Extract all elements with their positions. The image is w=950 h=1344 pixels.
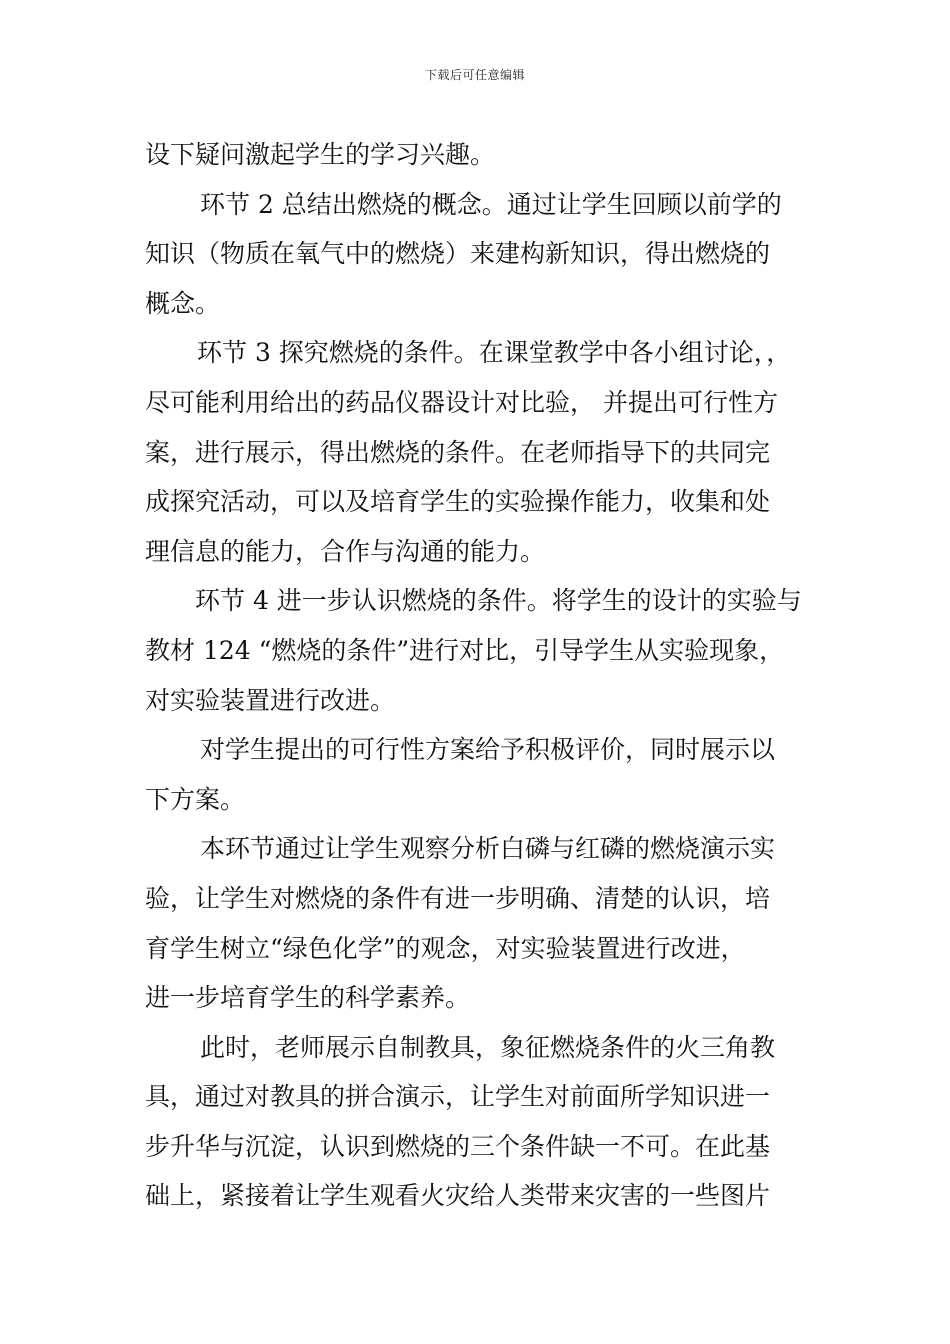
text-line: 教材 124 “燃烧的条件”进行对比，引导学生从实验现象， [145,635,785,665]
text-line: 案，进行展示，得出燃烧的条件。在老师指导下的共同完 [145,437,771,467]
text-line: 具，通过对教具的拼合演示，让学生对前面所学知识进一 [145,1082,771,1112]
text-line: 此时，老师展示自制教具，象征燃烧条件的火三角教 [200,1032,776,1062]
text-line: 设下疑问激起学生的学习兴趣。 [145,140,496,169]
text-line: 步升华与沉淀，认识到燃烧的三个条件缺一不可。在此基 [145,1131,771,1161]
text-line: 成探究活动，可以及培育学生的实验操作能力，收集和处 [145,487,771,517]
page-header-note: 下载后可任意编辑 [424,68,525,82]
text-line: 环节 4 进一步认识燃烧的条件。将学生的设计的实验与 [195,586,802,616]
text-line: 知识（物质在氧气中的燃烧）来建构新知识，得出燃烧的 [145,239,771,269]
document-body [145,130,815,1221]
text-line: 本环节通过让学生观察分析白磷与红磷的燃烧演示实 [200,834,776,864]
text-line: 础上，紧接着让学生观看火灾给人类带来灾害的一些图片 [145,1181,771,1211]
text-line: 进一步培育学生的科学素养。 [145,983,471,1013]
text-line: 环节 2 总结出燃烧的概念。通过让学生回顾以前学的 [200,189,782,219]
text-line: 育学生树立“绿色化学”的观念，对实验装置进行改进， [145,933,746,963]
text-line: 对实验装置进行改进。 [145,685,396,715]
text-line: 理信息的能力，合作与沟通的能力。 [145,536,546,566]
text-line: 对学生提出的可行性方案给予积极评价，同时展示以 [200,735,776,765]
text-line: 验，让学生对燃烧的条件有进一步明确、清楚的认识，培 [145,883,771,913]
text-line: 尽可能利用给出的药品仪器设计对比验， 并提出可行性方 [145,387,778,417]
text-line: 概念。 [145,288,221,318]
text-line: 环节 3 探究燃烧的条件。在课堂教学中各小组讨论，， [197,338,792,368]
text-line: 下方案。 [145,784,246,814]
